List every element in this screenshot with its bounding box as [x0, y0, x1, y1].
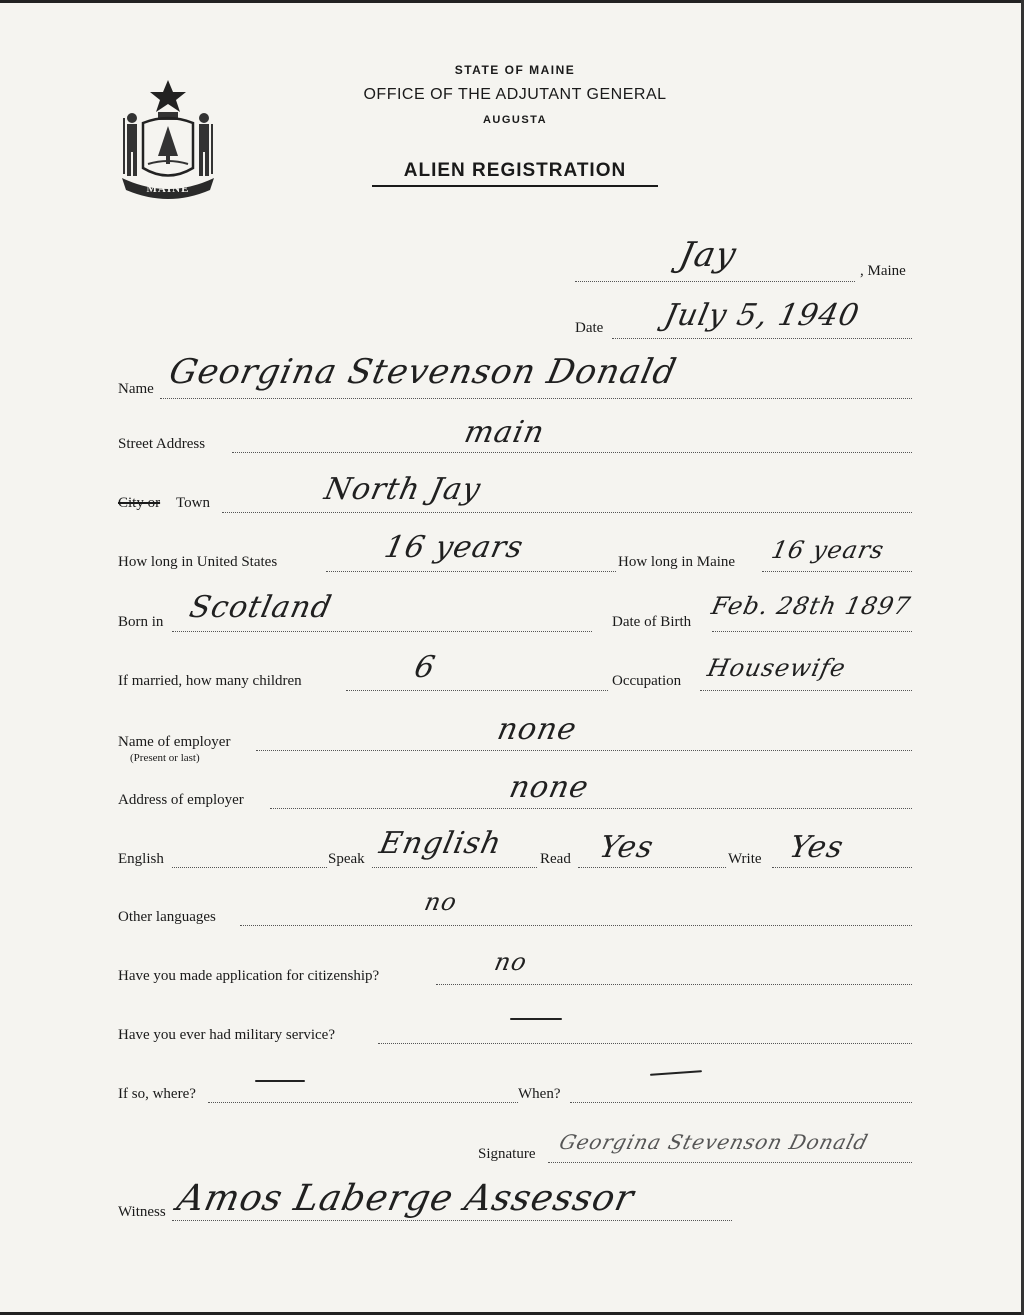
employer-field-line	[256, 750, 912, 751]
speak-field-line	[372, 867, 537, 868]
form-title: ALIEN REGISTRATION	[372, 160, 658, 187]
town-label: Town	[176, 495, 210, 511]
when-value-dash	[650, 1070, 702, 1076]
signature-value: Georgina Stevenson Donald	[556, 1130, 872, 1154]
write-value: Yes	[786, 830, 848, 865]
name-value: Georgina Stevenson Donald	[165, 352, 681, 392]
citizenship-field-line	[436, 984, 912, 985]
english-field-line	[172, 867, 327, 868]
date-value: July 5, 1940	[661, 298, 863, 333]
speak-label: Speak	[328, 851, 365, 867]
state-of-maine-seal	[118, 78, 218, 203]
header-city: AUGUSTA	[482, 114, 548, 126]
where-label: If so, where?	[118, 1086, 196, 1102]
maine-duration-label: How long in Maine	[618, 554, 736, 570]
citizenship-value: no	[492, 948, 530, 976]
when-label: When?	[518, 1086, 561, 1102]
children-label: If married, how many children	[118, 673, 302, 689]
dob-label: Date of Birth	[612, 614, 692, 630]
english-label: English	[118, 851, 164, 867]
occupation-label: Occupation	[612, 673, 682, 689]
place-value: Jay	[675, 235, 741, 275]
header-office: OFFICE OF THE ADJUTANT GENERAL	[363, 86, 667, 103]
place-suffix: , Maine	[860, 263, 906, 279]
us-duration-label: How long in United States	[118, 554, 278, 570]
employer-sublabel: (Present or last)	[130, 752, 200, 764]
maine-duration-field-line	[762, 571, 912, 572]
read-field-line	[578, 867, 726, 868]
speak-value: English	[376, 826, 506, 861]
where-field-line	[208, 1102, 518, 1103]
employer-address-field-line	[270, 808, 912, 809]
when-field-line	[570, 1102, 912, 1103]
citizenship-label: Have you made application for citizenship?	[118, 968, 380, 984]
born-in-label: Born in	[118, 614, 164, 630]
maine-duration-value: 16 years	[769, 536, 888, 564]
witness-value: Amos Laberge Assessor	[173, 1178, 638, 1219]
military-field-line	[378, 1043, 912, 1044]
witness-field-line	[172, 1220, 732, 1221]
employer-value: none	[494, 712, 581, 747]
date-field-line	[612, 338, 912, 339]
name-field-line	[160, 398, 912, 399]
signature-field-line	[548, 1162, 912, 1163]
employer-address-value: none	[506, 770, 593, 805]
us-duration-field-line	[326, 571, 616, 572]
occupation-value: Housewife	[705, 654, 849, 682]
children-value: 6	[411, 650, 439, 685]
employer-address-label: Address of employer	[118, 792, 244, 808]
write-field-line	[772, 867, 912, 868]
born-in-value: Scotland	[186, 590, 336, 625]
write-label: Write	[728, 851, 762, 867]
scan-border-top	[0, 0, 1024, 3]
town-field-line	[222, 512, 912, 513]
dob-field-line	[712, 631, 912, 632]
street-value: main	[461, 415, 548, 450]
military-label: Have you ever had military service?	[118, 1027, 335, 1043]
children-field-line	[346, 690, 608, 691]
street-field-line	[232, 452, 912, 453]
other-languages-field-line	[240, 925, 912, 926]
signature-label: Signature	[478, 1146, 536, 1162]
city-struck-label: City or	[118, 495, 161, 511]
employer-label: Name of employer	[118, 734, 231, 750]
read-label: Read	[540, 851, 571, 867]
witness-label: Witness	[118, 1204, 166, 1220]
us-duration-value: 16 years	[381, 530, 527, 565]
occupation-field-line	[700, 690, 912, 691]
date-label: Date	[575, 320, 604, 336]
street-label: Street Address	[118, 436, 206, 452]
read-value: Yes	[596, 830, 658, 865]
other-languages-value: no	[422, 888, 460, 916]
seal-banner-text: MAINE	[146, 183, 190, 195]
dob-value: Feb. 28th 1897	[709, 592, 914, 620]
other-languages-label: Other languages	[118, 909, 216, 925]
born-in-field-line	[172, 631, 592, 632]
place-field-line	[575, 281, 855, 282]
town-value: North Jay	[321, 472, 485, 507]
where-value-dash	[255, 1080, 305, 1082]
name-label: Name	[118, 381, 154, 397]
header-state: STATE OF MAINE	[454, 63, 576, 77]
military-value-dash	[510, 1018, 562, 1020]
